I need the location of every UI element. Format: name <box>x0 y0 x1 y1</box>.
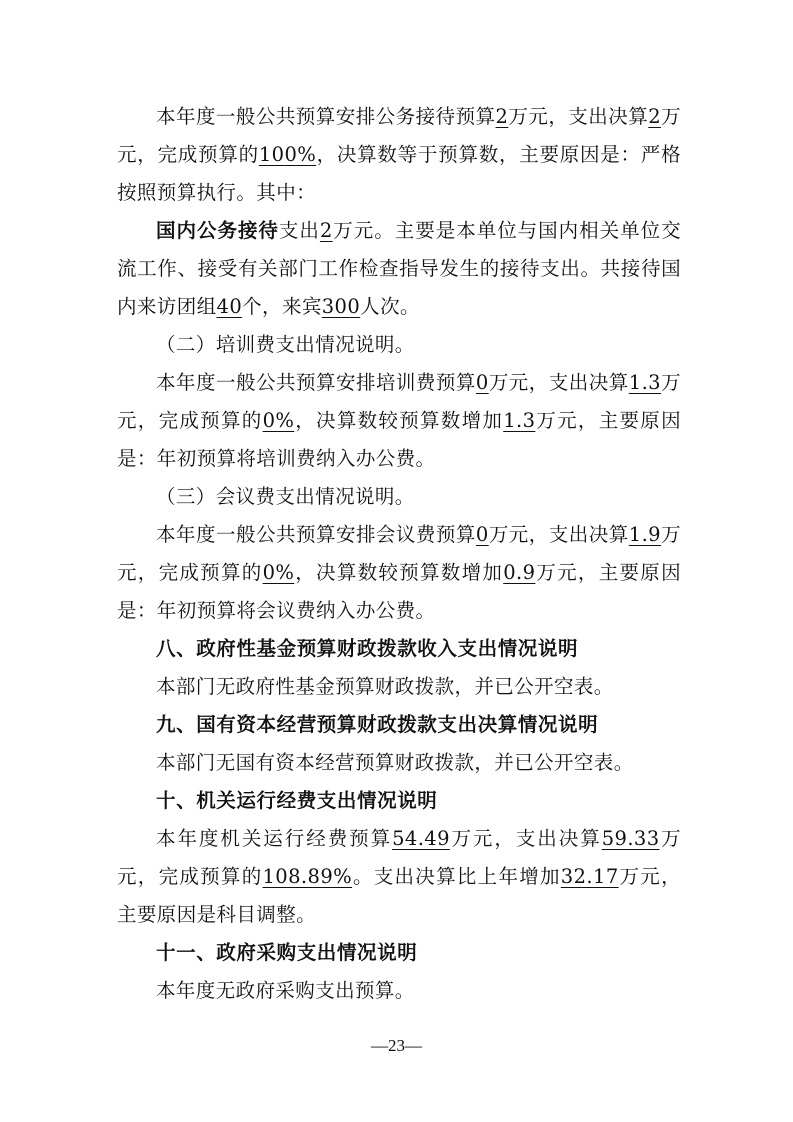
completion-rate: 108.89% <box>262 865 353 888</box>
text-run: 人次。 <box>360 295 420 318</box>
text-run: 万元，支出决算 <box>488 523 629 546</box>
meeting-subheading: （三）会议费支出情况说明。 <box>156 485 415 508</box>
final-value: 2 <box>648 105 662 128</box>
text-run: 万元，支出决算 <box>449 827 602 850</box>
text-run: 本年度一般公共预算安排公务接待预算 <box>156 105 496 128</box>
group-count: 40 <box>216 295 243 318</box>
text-run: 万元，支出决算 <box>508 105 649 128</box>
text-run: 万元。主要是本单位与国内相关单位交流工作、接受有关部门工作检查指导发生的接待支出。共接待国内来访团组 <box>117 219 681 318</box>
text-run: 万元，主要原因是：年初预算将培训费纳入办公费。 <box>117 409 681 470</box>
text-run: ，决算数等于预算数，主要原因是：严格按照预算执行。其中： <box>117 143 681 204</box>
text-run: 万元，主要原因是科目调整。 <box>117 865 681 926</box>
completion-rate: 100% <box>258 143 317 166</box>
text-run: ，决算数较预算数增加 <box>294 561 504 584</box>
page-number: —23— <box>371 1036 422 1055</box>
section-8-heading: 八、政府性基金预算财政拨款收入支出情况说明 <box>156 637 579 660</box>
budget-value: 2 <box>495 105 509 128</box>
training-paragraph <box>117 364 681 478</box>
text-run: 本年度一般公共预算安排会议费预算 <box>156 523 476 546</box>
reception-paragraph <box>117 98 681 212</box>
completion-rate: 0% <box>262 561 295 584</box>
text-run: 万元，主要原因是：年初预算将会议费纳入办公费。 <box>117 561 681 622</box>
expense-value: 2 <box>319 219 333 242</box>
final-value: 1.3 <box>628 371 661 394</box>
text-run: 本年度机关运行经费预算 <box>156 827 393 850</box>
text-run: 支出 <box>278 219 320 242</box>
budget-value: 0 <box>475 371 489 394</box>
section-10-paragraph <box>117 820 681 934</box>
increase-value: 1.3 <box>503 409 536 432</box>
training-subheading: （二）培训费支出情况说明。 <box>156 333 415 356</box>
text-run: 万元，完成预算的 <box>117 105 681 166</box>
section-9-heading: 九、国有资本经营预算财政拨款支出决算情况说明 <box>156 713 599 736</box>
budget-value: 0 <box>475 523 489 546</box>
text-run: 。支出决算比上年增加 <box>352 865 561 888</box>
budget-value: 54.49 <box>392 827 450 850</box>
section-9-paragraph: 本部门无国有资本经营预算财政拨款，并已公开空表。 <box>156 751 634 774</box>
text-run: 万元，完成预算的 <box>117 523 681 584</box>
completion-rate: 0% <box>262 409 295 432</box>
meeting-paragraph <box>117 516 681 630</box>
text-run: ，决算数较预算数增加 <box>294 409 504 432</box>
section-11-paragraph: 本年度无政府采购支出预算。 <box>156 979 415 1002</box>
text-run: 本年度一般公共预算安排培训费预算 <box>156 371 476 394</box>
text-run: 万元，完成预算的 <box>117 371 681 432</box>
text-run: 万元，完成预算的 <box>117 827 681 888</box>
text-run: 万元，支出决算 <box>488 371 629 394</box>
section-10-heading: 十、机关运行经费支出情况说明 <box>156 789 438 812</box>
increase-value: 0.9 <box>503 561 536 584</box>
visitor-count: 300 <box>321 295 361 318</box>
text-run: 个，来宾 <box>242 295 322 318</box>
final-value: 1.9 <box>628 523 661 546</box>
paragraph-lead: 国内公务接待 <box>156 219 279 242</box>
final-value: 59.33 <box>601 827 660 850</box>
domestic-reception-paragraph <box>117 212 681 326</box>
section-11-heading: 十一、政府采购支出情况说明 <box>156 941 418 964</box>
increase-value: 32.17 <box>560 865 619 888</box>
section-8-paragraph: 本部门无政府性基金预算财政拨款，并已公开空表。 <box>156 675 614 698</box>
